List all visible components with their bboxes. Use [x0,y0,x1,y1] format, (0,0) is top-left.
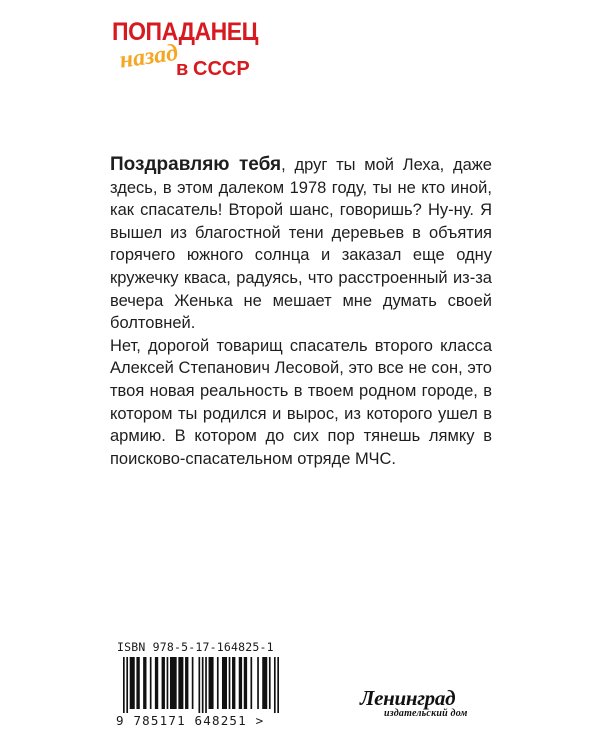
barcode-bar [244,657,247,709]
barcode-bar [150,657,152,709]
barcode-digits: 9 785171 648251 > [116,713,265,728]
barcode-bar [277,657,279,713]
barcode-bar [143,657,146,709]
barcode-bar [167,657,169,709]
barcode-bar [130,657,135,709]
series-logo-word-v: в [176,58,189,80]
barcode-bar [209,657,214,709]
series-logo-word-nazad: назад [118,39,180,74]
barcode-bar [250,657,252,709]
barcode-bar [257,657,259,709]
barcode-bar [269,657,271,709]
publisher-subtitle: издательский дом [384,708,468,719]
barcode-bar [274,657,276,713]
series-logo-word-sssr: СССР [193,58,250,80]
series-logo [112,18,259,80]
isbn-text: ISBN 978-5-17-164825-1 [117,640,274,654]
barcode-bar [217,657,219,709]
barcode-bar [178,657,183,709]
barcode [123,657,279,713]
barcode-bar [239,657,242,709]
barcode-bar [170,657,177,709]
blurb-paragraph-1 [110,154,492,335]
publisher-name: Ленинград [360,686,456,710]
barcode-bar [232,657,235,709]
barcode-bar [229,657,231,709]
series-logo-word-popadanets: ПОПАДАНЕЦ [112,18,259,46]
barcode-bar [202,657,204,713]
barcode-bar [155,657,158,709]
barcode-bar [198,657,200,713]
back-cover-blurb [110,154,492,470]
barcode-bar [162,657,165,709]
blurb-paragraph-1-text: , друг ты мой Леха, даже здесь, в этом далеком 1978 году, ты не кто иной, как спасатель! Второй шанс, говоришь? Ну-ну. Я вышел из благостной тени деревьев в объятия горячего южного солнца и заказал еще одну кружечку кваса, радуясь, что расстроенный из-за вечера Женька не мешает мне думать своей болтовней. [110,156,492,333]
barcode-bar [185,657,188,709]
barcode-bar [192,657,194,709]
barcode-bar [262,657,267,709]
barcode-bar [222,657,227,709]
barcode-bar [123,657,125,713]
barcode-bar [205,657,207,713]
blurb-paragraph-2: Нет, дорогой товарищ спасатель второго класса Алексей Степанович Лесовой, это все не сон, это твоя новая реальность в твоем родном городе, в котором ты родился и вырос, из которого ушел в армию. В котором до сих пор тянешь лямку в поисково-спасательном отряде МЧС. [110,336,492,468]
blurb-lead: Поздравляю тебя [110,154,282,175]
barcode-bar [136,657,139,709]
barcode-bar [126,657,128,713]
publisher-logo [360,686,490,726]
